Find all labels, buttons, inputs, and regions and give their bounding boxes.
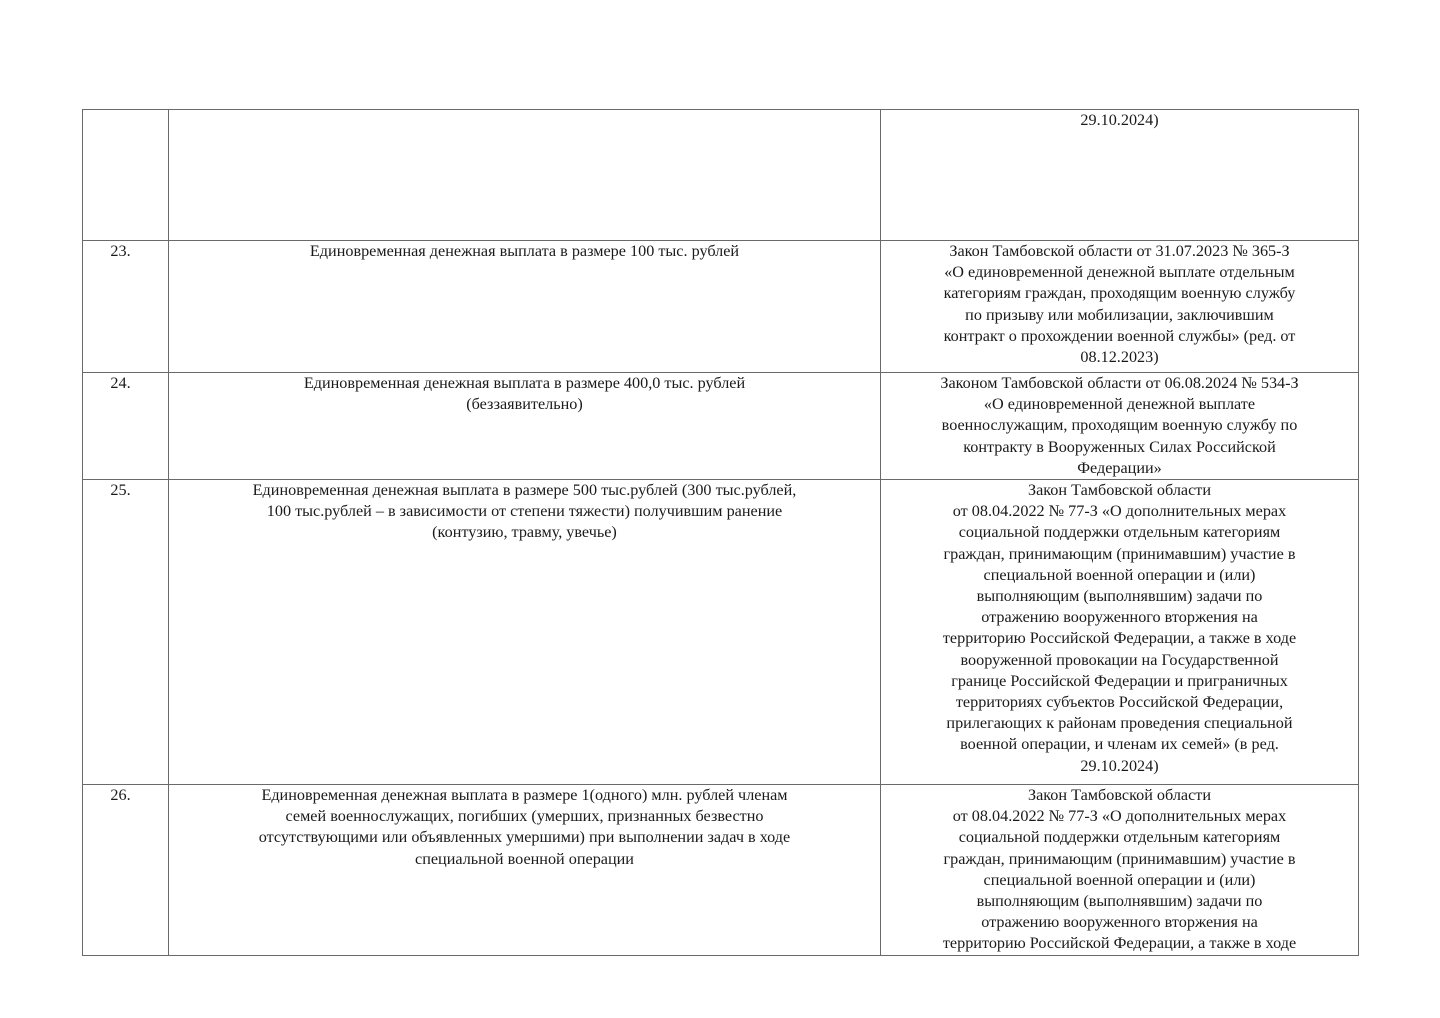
legal-basis-cell [881, 480, 1359, 785]
payment-description-cell [169, 241, 881, 373]
payment-description-cell [169, 480, 881, 785]
legal-basis: Закон Тамбовской области от 31.07.2023 № 365-З «О единовременной денежной выплате отдельным категориям граждан, проходящим военную службу по призыву или мобилизации, заключившим контракт о прохождении военной службы» (ред. от 08.12.2023) [943, 242, 1296, 367]
payment-description-cell [169, 110, 881, 241]
row-number-cell [83, 373, 169, 480]
table-row [83, 785, 1359, 956]
row-number: 26. [110, 786, 131, 805]
legal-basis: 29.10.2024) [1080, 111, 1159, 129]
legal-basis-cell [881, 373, 1359, 480]
benefits-table [82, 109, 1359, 956]
payment-description: Единовременная денежная выплата в размере 100 тыс. рублей [309, 242, 740, 260]
row-number: 25. [110, 481, 131, 500]
row-number-cell [83, 241, 169, 373]
payment-description: Единовременная денежная выплата в размере 500 тыс.рублей (300 тыс.рублей, 100 тыс.рублей – в зависимости от степени тяжести) получившим ранение (контузию, травму, увечье) [252, 481, 797, 542]
legal-basis-cell [881, 241, 1359, 373]
row-number-cell [83, 480, 169, 785]
payment-description-cell [169, 785, 881, 956]
legal-basis: Законом Тамбовской области от 06.08.2024 № 534-З «О единовременной денежной выплате военнослужащим, проходящим военную службу по контракту в Вооруженных Силах Российской Федерации» [940, 374, 1299, 477]
table-row [83, 110, 1359, 241]
table-row [83, 241, 1359, 373]
table-row [83, 480, 1359, 785]
legal-basis-cell [881, 785, 1359, 956]
legal-basis-cell [881, 110, 1359, 241]
payment-description: Единовременная денежная выплата в размере 1(одного) млн. рублей членам семей военнослужащих, погибших (умерших, признанных безвестно отсутствующими или объявленных умершими) при выполнении задач в ходе специальной военной операции [258, 786, 791, 868]
table-row [83, 373, 1359, 480]
row-number: 24. [110, 374, 131, 392]
row-number: 23. [110, 242, 131, 260]
payment-description: Единовременная денежная выплата в размере 400,0 тыс. рублей (беззаявительно) [303, 374, 746, 414]
row-number-cell [83, 110, 169, 241]
payment-description-cell [169, 373, 881, 480]
row-number-cell [83, 785, 169, 956]
legal-basis: Закон Тамбовской области от 08.04.2022 № 77-З «О дополнительных мерах социальной поддержки отдельным категориям граждан, принимающим (принимавшим) участие в специальной военной операции и (или) выполняющим (выполнявшим) задачи по отражению вооруженного вторжения на территорию Российской Федерации, а также в ходе [942, 786, 1297, 953]
legal-basis: Закон Тамбовской области от 08.04.2022 № 77-З «О дополнительных мерах социальной поддержки отдельным категориям граждан, принимающим (принимавшим) участие в специальной военной операции и (или) выполняющим (выполнявшим) задачи по отражению вооруженного вторжения на территорию Российской Федерации, а также в ходе вооруженной провокации на Государственной границе Российской Федерации и приграничных территориях субъектов Российской Федерации, прилегающих к районам проведения специальной военной операции, и членам их семей» (в ред. 29.10.2024) [942, 481, 1297, 775]
